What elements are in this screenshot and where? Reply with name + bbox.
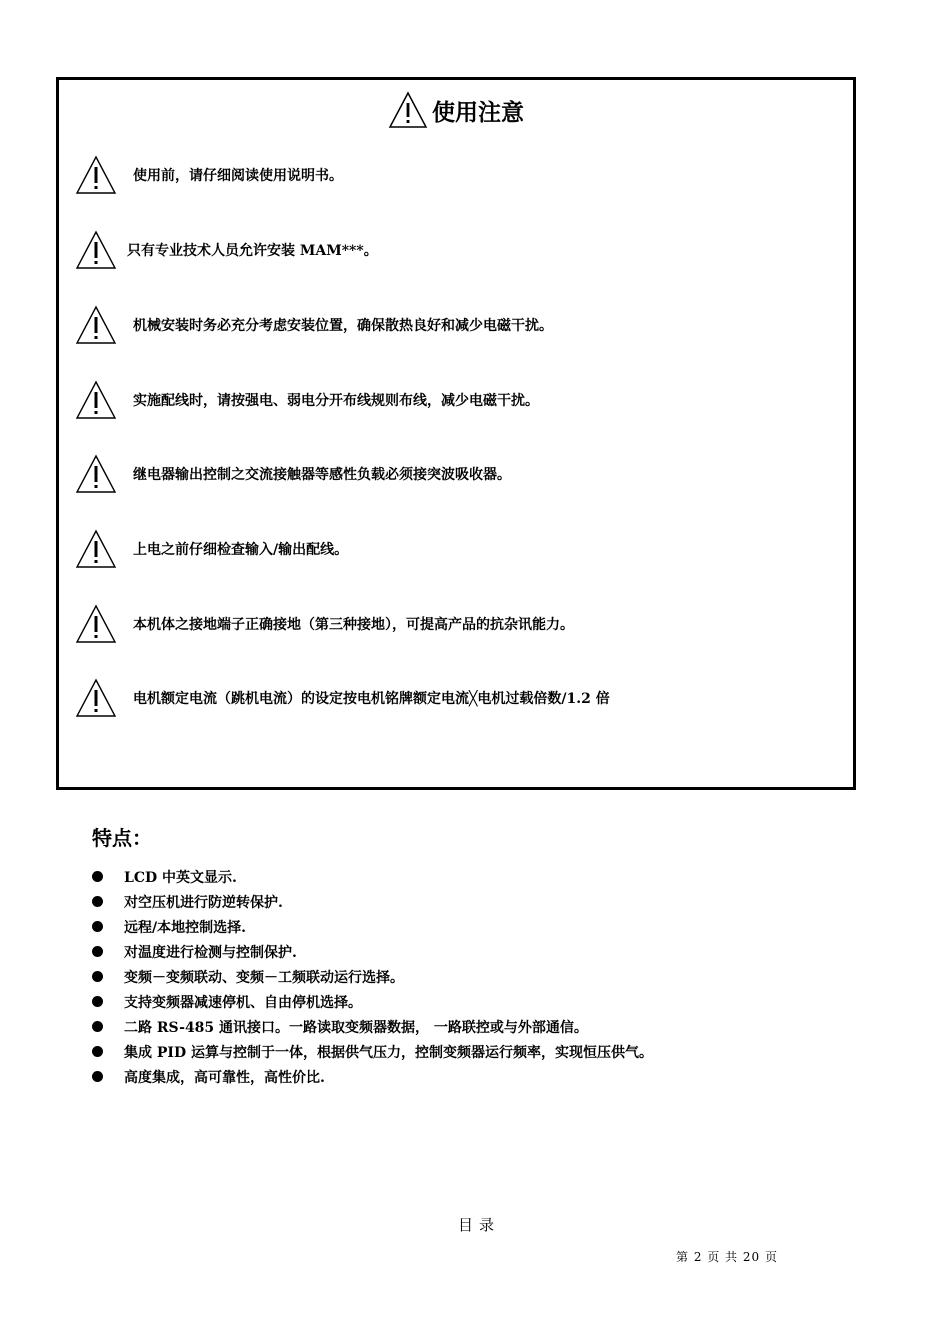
feature-text: 对空压机进行防逆转保护. <box>124 894 283 911</box>
notice-item-text: 使用前，请仔细阅读使用说明书。 <box>133 168 343 184</box>
notice-item-text: 本机体之接地端子正确接地（第三种接地），可提高产品的抗杂讯能力。 <box>133 617 574 633</box>
notice-item-text: 电机额定电流（跳机电流）的设定按电机铭牌额定电流╳电机过载倍数/1.2 倍 <box>133 691 610 707</box>
feature-text: 远程/本地控制选择. <box>124 919 246 936</box>
notice-item <box>75 380 539 420</box>
warning-triangle-icon <box>75 604 117 644</box>
notice-item-text: 只有专业技术人员允许安装 MAM***。 <box>127 243 378 259</box>
warning-triangle-icon <box>75 454 117 494</box>
notice-item <box>75 305 553 345</box>
list-item <box>92 1064 653 1089</box>
notice-item <box>75 529 348 569</box>
notice-item-text: 上电之前仔细检查输入/输出配线。 <box>133 542 349 558</box>
notice-item <box>75 155 343 195</box>
notice-item <box>75 230 378 270</box>
notice-item <box>75 604 574 644</box>
notice-title-row <box>59 89 853 131</box>
bullet-icon <box>92 996 103 1007</box>
list-item <box>92 864 653 889</box>
notice-item-text: 继电器输出控制之交流接触器等感性负载必须接突波吸收器。 <box>133 467 511 483</box>
warning-triangle-icon <box>75 230 117 270</box>
feature-text: 集成 PID 运算与控制于一体，根据供气压力，控制变频器运行频率，实现恒压供气。 <box>124 1044 653 1061</box>
bullet-icon <box>92 1021 103 1032</box>
list-item <box>92 1039 653 1064</box>
feature-text: 变频－变频联动、变频－工频联动运行选择。 <box>124 969 404 986</box>
warning-triangle-icon <box>75 678 117 718</box>
list-item <box>92 889 653 914</box>
bullet-icon <box>92 946 103 957</box>
page-number: 第 2 页 共 20 页 <box>676 1250 778 1264</box>
notice-item <box>75 454 511 494</box>
feature-text: 支持变频器减速停机、自由停机选择。 <box>124 994 362 1011</box>
feature-list <box>92 864 653 1089</box>
bullet-icon <box>92 871 103 882</box>
warning-triangle-icon <box>75 529 117 569</box>
list-item <box>92 914 653 939</box>
feature-text: 高度集成，高可靠性，高性价比. <box>124 1069 325 1086</box>
bullet-icon <box>92 1046 103 1057</box>
list-item <box>92 939 653 964</box>
list-item <box>92 989 653 1014</box>
bullet-icon <box>92 971 103 982</box>
notice-item <box>75 678 610 718</box>
warning-triangle-icon <box>75 305 117 345</box>
bullet-icon <box>92 896 103 907</box>
warning-triangle-icon <box>388 91 428 129</box>
feature-text: LCD 中英文显示. <box>124 869 237 886</box>
toc-heading: 目录 <box>458 1216 501 1234</box>
features-heading: 特点： <box>92 826 152 850</box>
list-item <box>92 1014 653 1039</box>
notice-item-text: 机械安装时务必充分考虑安装位置，确保散热良好和减少电磁干扰。 <box>133 318 553 334</box>
notice-title: 使用注意 <box>432 98 524 126</box>
list-item <box>92 964 653 989</box>
notice-item-text: 实施配线时，请按强电、弱电分开布线规则布线，减少电磁干扰。 <box>133 393 539 409</box>
bullet-icon <box>92 1071 103 1082</box>
feature-text: 对温度进行检测与控制保护. <box>124 944 297 961</box>
bullet-icon <box>92 921 103 932</box>
warning-triangle-icon <box>75 380 117 420</box>
safety-notice-box <box>56 77 856 790</box>
feature-text: 二路 RS-485 通讯接口。一路读取变频器数据， 一路联控或与外部通信。 <box>124 1019 588 1036</box>
warning-triangle-icon <box>75 155 117 195</box>
